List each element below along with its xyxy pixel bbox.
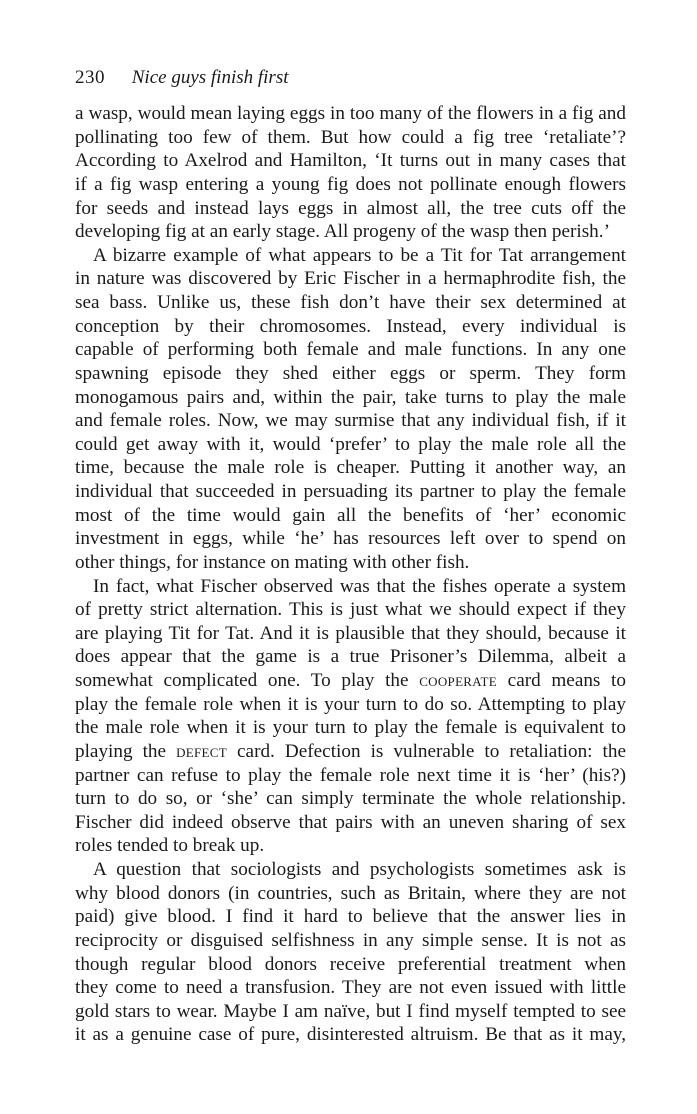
text-fragment: playing the xyxy=(75,740,177,762)
text-line: investment in eggs, while ‘he’ has resources left over to spend on xyxy=(75,528,626,550)
text-line: sea bass. Unlike us, these fish don’t have their sex determined at xyxy=(75,292,626,313)
text-line: individual that succeeded in persuading its partner to play the female xyxy=(75,481,626,502)
text-line: though regular blood donors receive preferential treatment when xyxy=(75,953,626,975)
text-line: turn to do so, or ‘she’ can simply terminate the whole relationship. xyxy=(75,788,626,810)
text-line: play the female role when it is your turn to do so. Attempting to play xyxy=(75,693,626,715)
text-line: developing fig at an early stage. All progeny of the wasp then perish.’ xyxy=(75,221,610,243)
text-line: of pretty strict alternation. This is just what we should expect if they xyxy=(75,599,626,621)
text-line: reciprocity or disguised selfishness in any simple sense. It is not as xyxy=(75,929,626,951)
text-line: the male role when it is your turn to play the female is equivalent to xyxy=(75,717,626,739)
text-line: Fischer did indeed observe that pairs with an uneven sharing of sex xyxy=(75,811,626,833)
text-line: and female roles. Now, we may surmise that any individual fish, if it xyxy=(75,410,626,432)
text-line: are playing Tit for Tat. And it is plausible that they should, because it xyxy=(75,622,626,644)
text-line: In fact, what Fischer observed was that the fishes operate a system xyxy=(93,575,626,597)
text-line: time, because the male role is cheaper. Putting it another way, an xyxy=(75,457,626,479)
text-line: it as a genuine case of pure, disinterested altruism. Be that as it may, xyxy=(75,1024,626,1046)
running-head xyxy=(75,66,289,90)
text-line: pollinating too few of them. But how could a fig tree ‘retaliate’? xyxy=(75,126,626,148)
text-line: spawning episode they shed either eggs or sperm. They form xyxy=(75,362,626,384)
text-line: capable of performing both female and male functions. In any one xyxy=(75,339,626,361)
term-cooperate: cooperate xyxy=(419,670,498,691)
text-line: partner can refuse to play the female role next time it is ‘her’ (his?) xyxy=(75,764,626,786)
text-line: if a fig wasp entering a young fig does not pollinate enough flowers xyxy=(75,173,626,195)
text-line: conception by their chromosomes. Instead, every individual is xyxy=(75,315,626,337)
text-line: they come to need a transfusion. They are not even issued with little xyxy=(75,977,626,999)
body-text xyxy=(75,102,626,1047)
text-fragment: card means to xyxy=(497,670,626,691)
text-line: A question that sociologists and psychologists sometimes ask is xyxy=(93,859,626,880)
text-line: in nature was discovered by Eric Fischer in a hermaphrodite fish, the xyxy=(75,268,626,290)
text-line: roles tended to break up. xyxy=(75,835,265,857)
text-line: for seeds and instead lays eggs in almost all, the tree cuts off the xyxy=(75,197,626,219)
text-line: why blood donors (in countries, such as Britain, where they are not xyxy=(75,882,626,904)
text-line: other things, for instance on mating with other fish. xyxy=(75,551,470,573)
text-line: most of the time would gain all the benefits of ‘her’ economic xyxy=(75,504,626,526)
running-title: Nice guys finish first xyxy=(131,67,289,88)
text-line xyxy=(75,740,626,764)
text-line: gold stars to wear. Maybe I am naïve, but I find myself tempted to see xyxy=(75,1000,626,1022)
text-line: a wasp, would mean laying eggs in too many of the flowers in a fig and xyxy=(75,103,626,124)
text-line xyxy=(75,669,626,693)
text-fragment: card. Defection is vulnerable to retaliation: the xyxy=(227,740,626,762)
text-line: According to Axelrod and Hamilton, ‘It turns out in many cases that xyxy=(75,150,626,172)
text-line: A bizarre example of what appears to be a Tit for Tat arrangement xyxy=(93,244,626,266)
term-defect: defect xyxy=(176,740,227,762)
page-number: 230 xyxy=(75,67,105,88)
text-line: paid) give blood. I find it hard to believe that the answer lies in xyxy=(75,906,626,928)
text-line: could get away with it, would ‘prefer’ to play the male role all the xyxy=(75,433,626,455)
text-line: does appear that the game is a true Prisoner’s Dilemma, albeit a xyxy=(75,646,626,668)
text-line: monogamous pairs and, within the pair, take turns to play the male xyxy=(75,386,626,408)
text-fragment: somewhat complicated one. To play the xyxy=(75,670,420,691)
